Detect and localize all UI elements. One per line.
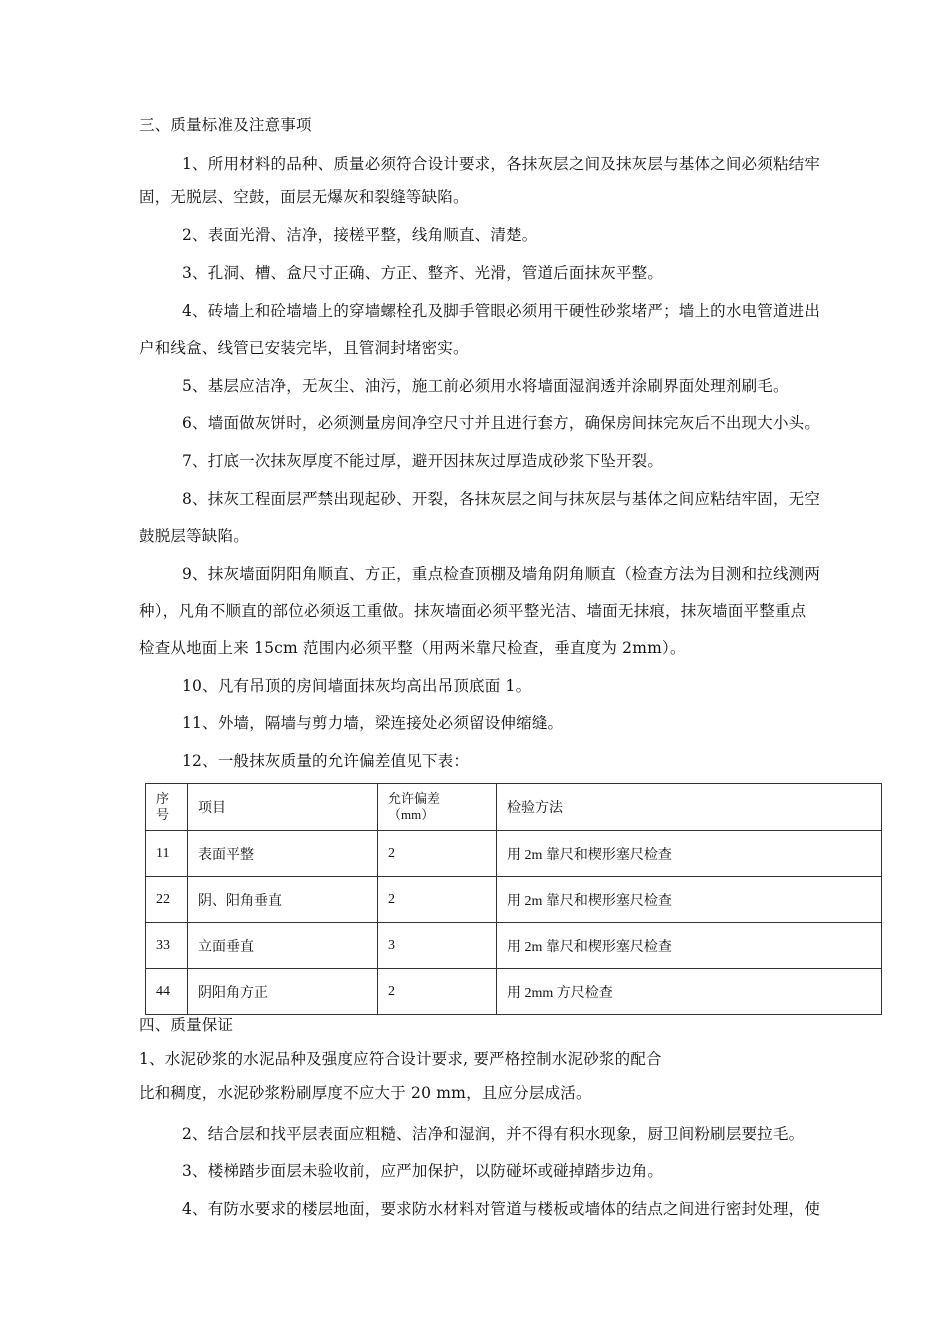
header-tolerance — [378, 784, 497, 831]
cell-tolerance: 3 — [378, 923, 497, 969]
header-tolerance-line-2: （mm） — [388, 807, 435, 822]
header-no — [146, 784, 188, 831]
s3-item-12: 12、一般抹灰质量的允许偏差值见下表： — [182, 752, 470, 770]
table-header-row — [146, 784, 882, 831]
cell-method: 用 2mm 方尺检查 — [497, 969, 882, 1015]
table-row — [146, 877, 882, 923]
s3-item-2: 2、表面光滑、洁净，接槎平整，线角顺直、清楚。 — [182, 226, 538, 244]
header-tolerance-line-1: 允许偏差 — [388, 791, 441, 806]
cell-tolerance: 2 — [378, 877, 497, 923]
cell-item: 阴、阳角垂直 — [188, 877, 378, 923]
header-no-line-1: 序 — [156, 791, 170, 806]
cell-no: 33 — [146, 923, 188, 969]
cell-item: 阴阳角方正 — [188, 969, 378, 1015]
s4-item-1-line-1: 1、水泥砂浆的水泥品种及强度应符合设计要求, 要严格控制水泥砂浆的配合 — [139, 1050, 662, 1068]
s4-item-3: 3、楼梯踏步面层未验收前，应严加保护，以防碰坏或碰掉踏步边角。 — [182, 1162, 664, 1180]
section-4-heading: 四、质量保证 — [139, 1016, 234, 1034]
table-row — [146, 969, 882, 1015]
cell-no: 11 — [146, 831, 188, 877]
s3-item-5: 5、基层应洁净，无灰尘、油污，施工前必须用水将墙面湿润透并涂刷界面处理剂刷毛。 — [182, 377, 789, 395]
s3-item-6: 6、墙面做灰饼时，必须测量房间净空尺寸并且进行套方，确保房间抹完灰后不出现大小头。 — [182, 414, 821, 432]
s3-item-3: 3、孔洞、槽、盒尺寸正确、方正、整齐、光滑，管道后面抹灰平整。 — [182, 264, 664, 282]
tolerance-table — [145, 783, 882, 1015]
cell-tolerance: 2 — [378, 831, 497, 877]
s4-item-4: 4、有防水要求的楼层地面，要求防水材料对管道与楼板或墙体的结点之间进行密封处理，使 — [182, 1200, 821, 1218]
cell-item: 立面垂直 — [188, 923, 378, 969]
header-no-line-2: 号 — [156, 807, 170, 822]
section-3-heading: 三、质量标准及注意事项 — [139, 116, 312, 134]
table-row — [146, 831, 882, 877]
cell-method: 用 2m 靠尺和楔形塞尺检查 — [497, 831, 882, 877]
s3-item-9-line-3: 检查从地面上来 15cm 范围内必须平整（用两米靠尺检查，垂直度为 2mm）。 — [139, 639, 686, 657]
cell-no: 22 — [146, 877, 188, 923]
table-row — [146, 923, 882, 969]
cell-item: 表面平整 — [188, 831, 378, 877]
cell-tolerance: 2 — [378, 969, 497, 1015]
s3-item-1-line-2: 固，无脱层、空鼓，面层无爆灰和裂缝等缺陷。 — [139, 188, 469, 206]
s3-item-7: 7、打底一次抹灰厚度不能过厚，避开因抹灰过厚造成砂浆下坠开裂。 — [182, 452, 664, 470]
header-item: 项目 — [188, 784, 378, 831]
cell-method: 用 2m 靠尺和楔形塞尺检查 — [497, 923, 882, 969]
s3-item-8-line-1: 8、抹灰工程面层严禁出现起砂、开裂，各抹灰层之间与抹灰层与基体之间应粘结牢固，无空 — [182, 490, 821, 508]
s3-item-9-line-1: 9、抹灰墙面阴阳角顺直、方正，重点检查顶棚及墙角阴角顺直（检查方法为目测和拉线测两 — [182, 565, 821, 583]
s3-item-8-line-2: 鼓脱层等缺陷。 — [139, 527, 249, 545]
s3-item-4-line-2: 户和线盒、线管已安装完毕，且管洞封堵密实。 — [139, 339, 469, 357]
cell-no: 44 — [146, 969, 188, 1015]
cell-method: 用 2m 靠尺和楔形塞尺检查 — [497, 877, 882, 923]
s4-item-2: 2、结合层和找平层表面应粗糙、洁净和湿润，并不得有积水现象，厨卫间粉刷层要拉毛。 — [182, 1125, 805, 1143]
s3-item-4-line-1: 4、砖墙上和砼墙墙上的穿墙螺栓孔及脚手管眼必须用干硬性砂浆堵严；墙上的水电管道进出 — [182, 302, 821, 320]
s3-item-11: 11、外墙，隔墙与剪力墙，梁连接处必须留设伸缩缝。 — [182, 714, 564, 732]
s4-item-1-line-2: 比和稠度，水泥砂浆粉刷厚度不应大于 20 mm，且应分层成活。 — [139, 1084, 592, 1102]
s3-item-10: 10、凡有吊顶的房间墙面抹灰均高出吊顶底面 1。 — [182, 677, 532, 695]
header-method: 检验方法 — [497, 784, 882, 831]
s3-item-9-line-2: 种），凡角不顺直的部位必须返工重做。抹灰墙面必须平整光洁、墙面无抹痕，抹灰墙面平整重点 — [139, 602, 807, 620]
s3-item-1-line-1: 1、所用材料的品种、质量必须符合设计要求，各抹灰层之间及抹灰层与基体之间必须粘结牢 — [182, 155, 821, 173]
